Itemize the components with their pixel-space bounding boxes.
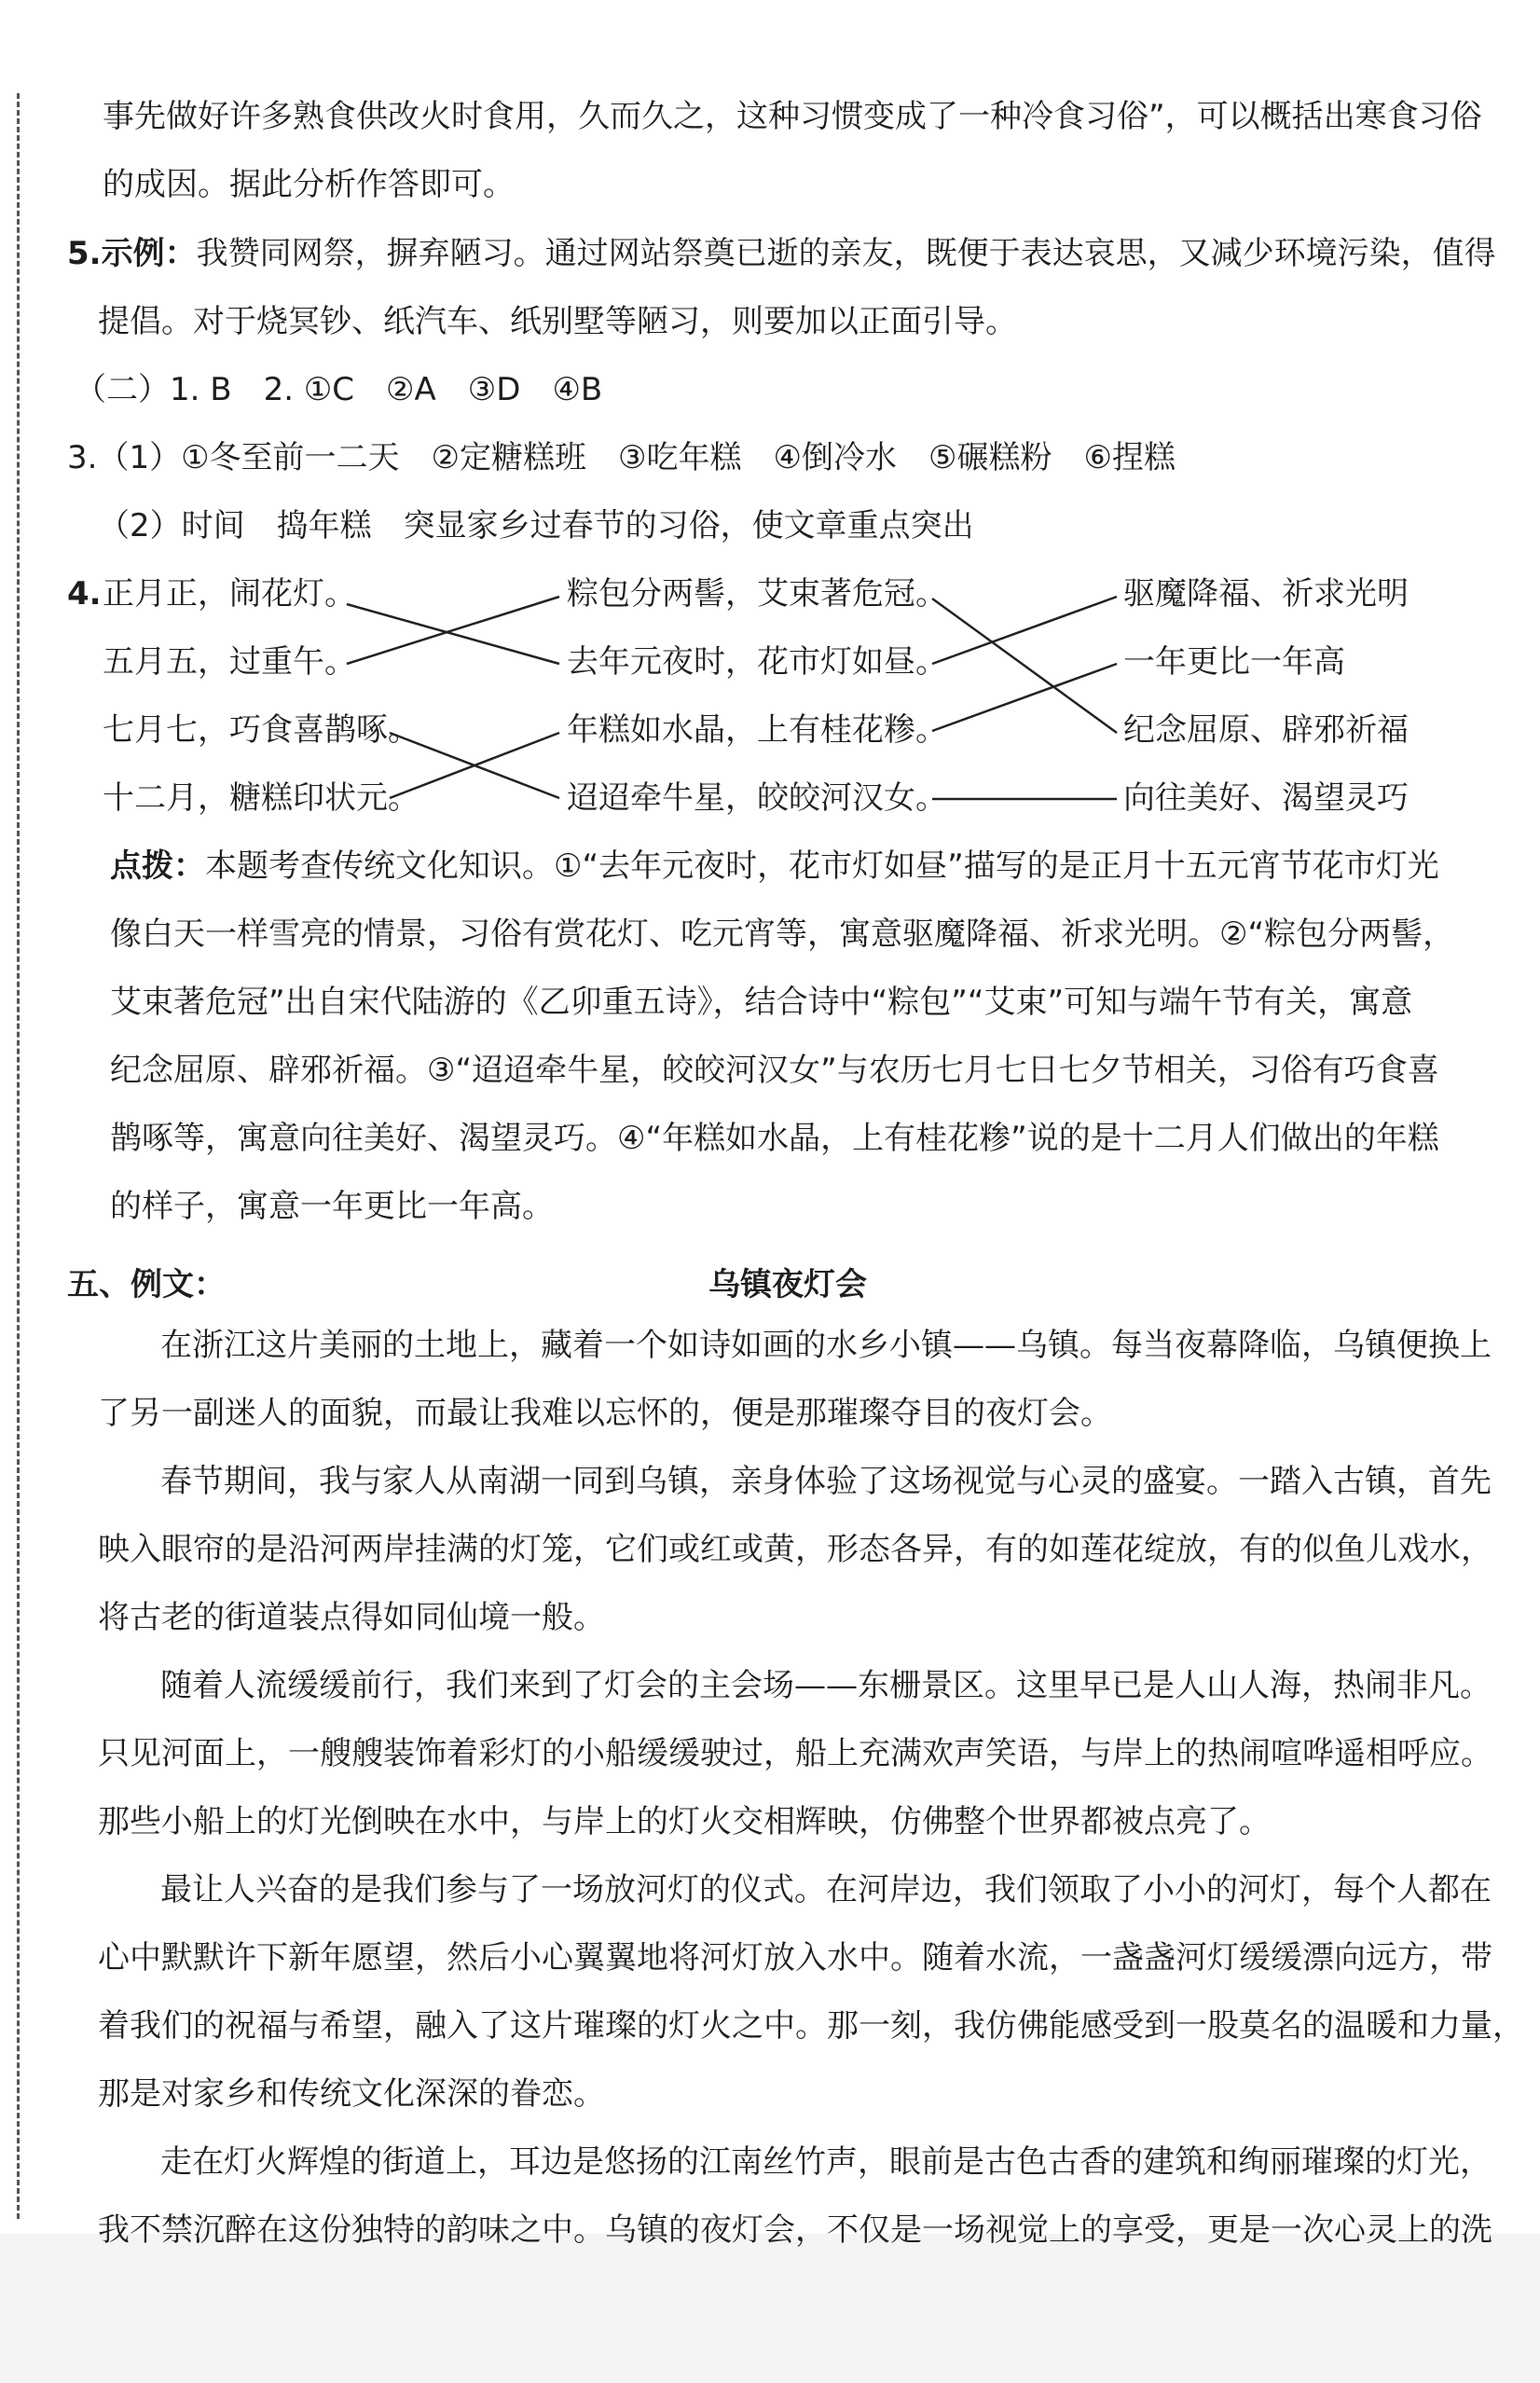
tip-label: 点拨： <box>110 847 205 885</box>
section-2-answers: （二）1. B 2. ①C ②A ③D ④B <box>75 371 603 408</box>
q5-line-1 <box>67 235 1496 272</box>
q4-right-item-3: 纪念屈原、辟邪祈福 <box>1123 711 1409 749</box>
q5-number: 5. <box>67 235 102 272</box>
page-bottom-margin <box>0 2234 1540 2383</box>
essay-line-2: 了另一副迷人的面貌，而最让我难以忘怀的，便是那璀璨夺目的夜灯会。 <box>98 1395 1112 1432</box>
tip-line-1 <box>110 847 1439 885</box>
essay-line-13: 走在灯火辉煌的街道上，耳边是悠扬的江南丝竹声，眼前是古色古香的建筑和绚丽璀璨的灯光， <box>160 2143 1492 2181</box>
q4-left-item-3: 七月七，巧食喜鹊啄。 <box>103 711 419 749</box>
q4-mid-item-4: 迢迢牵牛星，皎皎河汉女。 <box>567 779 947 817</box>
essay-line-3: 春节期间，我与家人从南湖一同到乌镇，亲身体验了这场视觉与心灵的盛宴。一踏入古镇，首先 <box>160 1463 1492 1500</box>
q5-text-1: 我赞同网祭，摒弃陋习。通过网站祭奠已逝的亲友，既便于表达哀思，又减少环境污染，值得 <box>196 235 1496 272</box>
essay-line-5: 将古老的街道装点得如同仙境一般。 <box>98 1599 605 1636</box>
q5-line-2: 提倡。对于烧冥钞、纸汽车、纸别墅等陋习，则要加以正面引导。 <box>98 303 1017 340</box>
q4-right-item-2: 一年更比一年高 <box>1123 643 1345 681</box>
essay-line-11: 着我们的祝福与希望，融入了这片璀璨的灯火之中。那一刻，我仿佛能感受到一股莫名的温暖和力量， <box>98 2007 1524 2045</box>
essay-line-6: 随着人流缓缓前行，我们来到了灯会的主会场——东栅景区。这里早已是人山人海，热闹非凡。 <box>160 1667 1492 1704</box>
tip-line-2: 像白天一样雪亮的情景，习俗有赏花灯、吃元宵等，寓意驱魔降福、祈求光明。②“粽包分两髻， <box>110 916 1455 953</box>
prev-paragraph-line-1: 事先做好许多熟食供改火时食用，久而久之，这种习惯变成了一种冷食习俗”，可以概括出寒食习俗 <box>103 98 1482 135</box>
match-line-left2-mid1 <box>347 597 559 664</box>
q3-line-2: （2）时间 捣年糕 突显家乡过春节的习俗，使文章重点突出 <box>98 507 974 544</box>
match-line-mid1-right3 <box>932 599 1117 733</box>
tip-line-6: 的样子，寓意一年更比一年高。 <box>110 1188 554 1225</box>
essay-line-9: 最让人兴奋的是我们参与了一场放河灯的仪式。在河岸边，我们领取了小小的河灯，每个人都在 <box>160 1871 1492 1908</box>
q4-mid-item-1: 粽包分两髻，艾束著危冠。 <box>567 575 947 613</box>
q5-label: 示例： <box>101 235 197 272</box>
match-line-left1-mid2 <box>347 604 559 664</box>
essay-line-7: 只见河面上，一艘艘装饰着彩灯的小船缓缓驶过，船上充满欢声笑语，与岸上的热闹喧哗遥相呼应。 <box>98 1735 1492 1772</box>
essay-line-4: 映入眼帘的是沿河两岸挂满的灯笼，它们或红或黄，形态各异，有的如莲花绽放，有的似鱼儿戏水， <box>98 1531 1492 1568</box>
tip-text-1: 本题考查传统文化知识。①“去年元夜时，花市灯如昼”描写的是正月十五元宵节花市灯光 <box>205 847 1439 885</box>
essay-line-12: 那是对家乡和传统文化深深的眷恋。 <box>98 2075 605 2113</box>
essay-line-14: 我不禁沉醉在这份独特的韵味之中。乌镇的夜灯会，不仅是一场视觉上的享受，更是一次心灵上的洗 <box>98 2211 1492 2249</box>
tip-line-3: 艾束著危冠”出自宋代陆游的《乙卯重五诗》，结合诗中“粽包”“艾束”可知与端午节有关，寓意 <box>110 984 1413 1021</box>
q4-left-item-4: 十二月，糖糕印状元。 <box>103 779 419 817</box>
essay-line-10: 心中默默许下新年愿望，然后小心翼翼地将河灯放入水中。随着水流，一盏盏河灯缓缓漂向远方，带 <box>98 1939 1492 1977</box>
q3-line-1: 3.（1）①冬至前一二天 ②定糖糕班 ③吃年糕 ④倒冷水 ⑤碾糕粉 ⑥捏糕 <box>67 439 1176 476</box>
essay-title: 乌镇夜灯会 <box>708 1266 867 1303</box>
tip-line-4: 纪念屈原、辟邪祈福。③“迢迢牵牛星，皎皎河汉女”与农历七月七日七夕节相关，习俗有巧食喜 <box>110 1052 1439 1089</box>
q4-mid-item-2: 去年元夜时，花市灯如昼。 <box>567 643 947 681</box>
q4-right-item-1: 驱魔降福、祈求光明 <box>1123 575 1409 613</box>
q4-left-item-2: 五月五，过重午。 <box>103 643 356 681</box>
prev-paragraph-line-2: 的成因。据此分析作答即可。 <box>103 166 515 203</box>
essay-line-1: 在浙江这片美丽的土地上，藏着一个如诗如画的水乡小镇——乌镇。每当夜幕降临，乌镇便换上 <box>160 1327 1492 1364</box>
match-line-mid2-right1 <box>932 597 1117 664</box>
section-5-label: 五、例文： <box>67 1266 226 1303</box>
q4-number: 4. <box>67 575 102 613</box>
q4-left-item-1: 正月正，闹花灯。 <box>103 575 356 613</box>
q4-right-item-4: 向往美好、渴望灵巧 <box>1123 779 1409 817</box>
tip-line-5: 鹊啄等，寓意向往美好、渴望灵巧。④“年糕如水晶，上有桂花糁”说的是十二月人们做出的年糕 <box>110 1120 1439 1157</box>
match-line-mid3-right2 <box>932 664 1117 731</box>
q4-mid-item-3: 年糕如水晶，上有桂花糁。 <box>567 711 947 749</box>
binding-margin-dashed-line <box>17 93 20 2219</box>
essay-line-8: 那些小船上的灯光倒映在水中，与岸上的灯火交相辉映，仿佛整个世界都被点亮了。 <box>98 1803 1271 1840</box>
